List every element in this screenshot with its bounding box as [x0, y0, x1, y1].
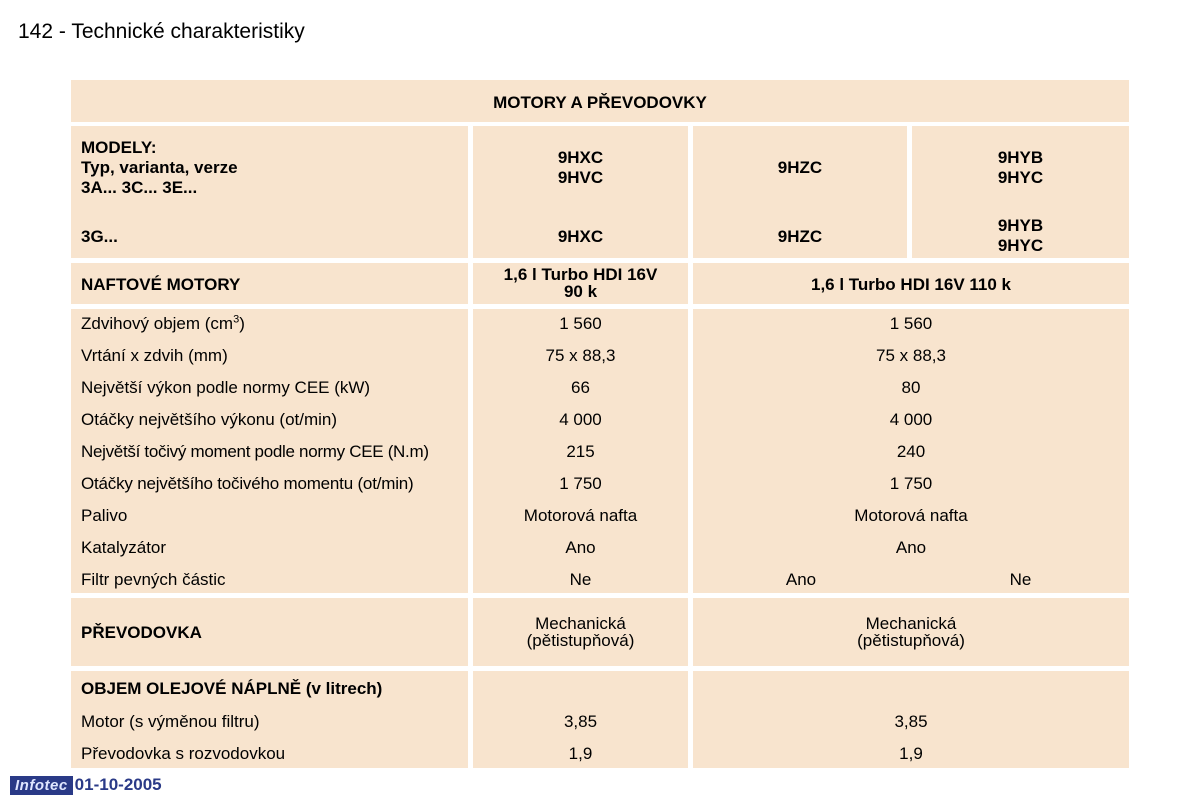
spec-label: Otáčky největšího točivého momentu (ot/min)	[81, 474, 414, 493]
spec-label: Zdvihový objem $(cm^3)$	[81, 313, 245, 333]
oil-value: 3,85	[894, 712, 928, 731]
oil-label: Převodovka s rozvodovkou	[81, 744, 286, 763]
model-code: 9HYB	[997, 148, 1044, 167]
spec-value: Ne	[1009, 570, 1032, 589]
models-3g-label: 3G...	[81, 227, 118, 246]
models-type-label: Typ, varianta, verze	[81, 158, 238, 177]
oil-value: 1,9	[568, 744, 593, 763]
spec-label: Největší výkon podle normy CEE (kW)	[81, 378, 371, 397]
spec-value: 1 750	[559, 474, 602, 493]
spec-value: 215	[566, 442, 595, 461]
gearbox-value: Mechanická	[535, 614, 626, 633]
gearbox-label: PŘEVODOVKA	[81, 623, 202, 642]
spec-value: Motorová nafta	[523, 506, 638, 525]
engines-label: NAFTOVÉ MOTORY	[81, 275, 241, 294]
spec-value: Ano	[895, 538, 927, 557]
model-code: 9HYC	[997, 168, 1044, 187]
spec-value: 66	[571, 378, 590, 397]
spec-value: 1 560	[559, 314, 602, 333]
spec-value: 240	[896, 442, 926, 461]
model-code: 9HZC	[777, 227, 823, 246]
spec-value: 75 x 88,3	[545, 346, 616, 365]
spec-value: Motorová nafta	[854, 506, 968, 525]
spec-value: 1 750	[889, 474, 933, 493]
oil-heading: OBJEM OLEJOVÉ NÁPLNĚ (v litrech)	[81, 679, 383, 698]
spec-value: 4 000	[559, 410, 602, 429]
spec-value: Ne	[569, 570, 592, 589]
spec-label: Filtr pevných částic	[81, 570, 226, 589]
spec-value: Ano	[785, 570, 817, 589]
oil-label: Motor (s výměnou filtru)	[81, 712, 260, 731]
model-code: 9HVC	[557, 168, 604, 187]
spec-label-superscript: 3	[233, 313, 240, 326]
page-title: 142 - Technické charakteristiky	[18, 20, 305, 43]
spec-label: Palivo	[81, 506, 128, 525]
footer-date: 01-10-2005	[74, 775, 162, 794]
engine-name: 1,6 l Turbo HDI 16V 110 k	[811, 275, 1011, 294]
model-code: 9HZC	[777, 158, 823, 177]
engine-name: 90 k	[563, 282, 598, 301]
gearbox-value: (pětistupňová)	[526, 631, 635, 650]
gearbox-value: (pětistupňová)	[857, 631, 965, 650]
spec-value: Ano	[565, 538, 596, 557]
spec-label: Katalyzátor	[81, 538, 167, 557]
spec-label: Otáčky největšího výkonu (ot/min)	[81, 410, 338, 429]
spec-value: 80	[901, 378, 921, 397]
oil-value: 3,85	[563, 712, 598, 731]
models-version-label: 3A... 3C... 3E...	[81, 178, 198, 197]
gearbox-value: Mechanická	[865, 614, 957, 633]
model-code: 9HYC	[997, 236, 1044, 255]
spec-label: Největší točivý moment podle normy CEE (N.m)	[81, 442, 429, 461]
table-title: MOTORY A PŘEVODOVKY	[493, 93, 707, 112]
spec-value: 75 x 88,3	[876, 346, 946, 365]
footer	[10, 774, 162, 796]
engine-name: 1,6 l Turbo HDI 16V	[503, 265, 658, 284]
spec-label: Vrtání x zdvih (mm)	[81, 346, 228, 365]
models-heading: MODELY:	[81, 138, 157, 157]
oil-value: 1,9	[899, 744, 923, 763]
model-code: 9HYB	[997, 216, 1044, 235]
infotec-logo: Infotec	[10, 776, 73, 795]
model-code: 9HXC	[557, 148, 604, 167]
spec-value: 1 560	[889, 314, 933, 333]
model-code: 9HXC	[557, 227, 604, 246]
spec-value: 4 000	[889, 410, 933, 429]
